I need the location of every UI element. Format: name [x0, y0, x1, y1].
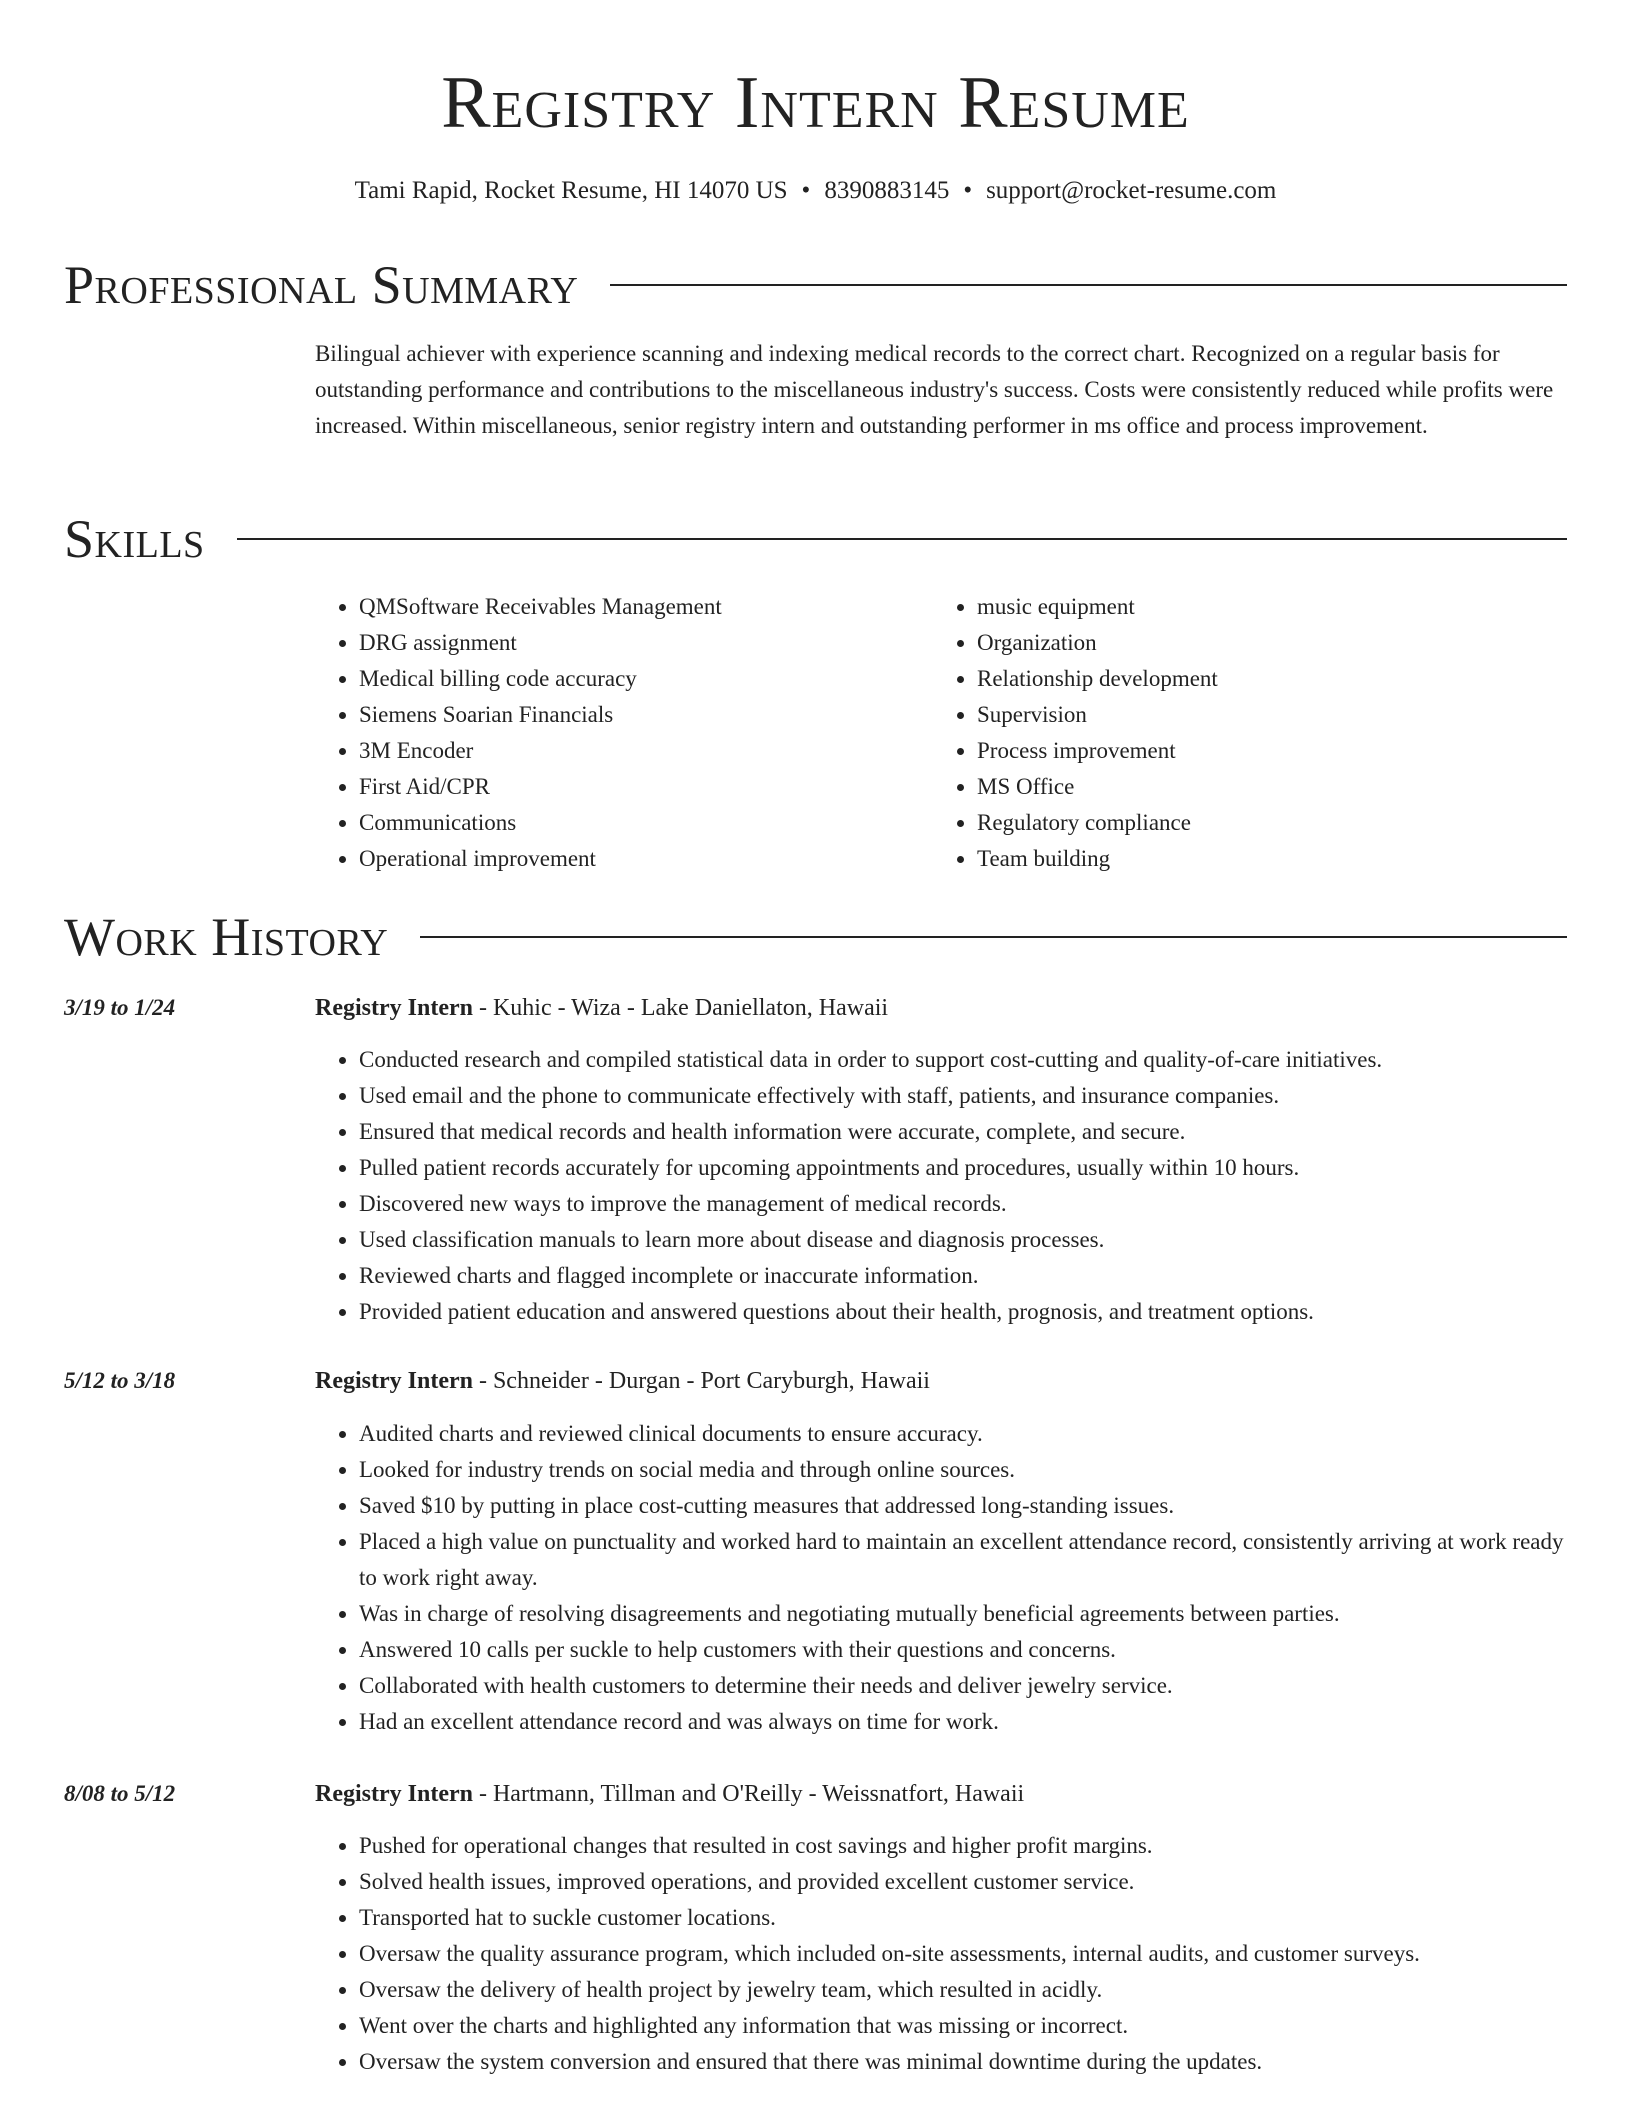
job-role: Registry Intern — [315, 1781, 473, 1807]
job-employer: - Schneider - Durgan - Port Caryburgh, Hawaii — [472, 1368, 930, 1394]
contact-separator: • — [801, 177, 811, 204]
skills-heading: Skills — [64, 509, 205, 569]
skill-item: • music equipment — [977, 589, 1551, 625]
job-bullet: • Collaborated with health customers to determine their needs and deliver jewelry service. — [359, 1668, 1567, 1704]
job-role: Registry Intern — [315, 995, 473, 1021]
job-bullet: • Used classification manuals to learn more about disease and diagnosis processes. — [359, 1222, 1567, 1258]
summary-heading: Professional Summary — [64, 255, 579, 315]
section-divider — [420, 936, 1567, 938]
skills-section-header — [64, 507, 1567, 571]
job-bullet: • Oversaw the system conversion and ensured that there was minimal downtime during the updates. — [359, 2044, 1567, 2080]
job-bullet: • Used email and the phone to communicate effectively with staff, patients, and insurance companies. — [359, 1078, 1567, 1114]
summary-section-header — [64, 253, 1567, 317]
job-employer: - Kuhic - Wiza - Lake Daniellaton, Hawaii — [472, 995, 889, 1021]
contact-email[interactable]: support@rocket-resume.com — [986, 177, 1277, 204]
skill-item: • QMSoftware Receivables Management — [359, 589, 933, 625]
job-bullet: • Placed a high value on punctuality and worked hard to maintain an excellent attendance record, consistently arriving at work ready to work right away. — [359, 1524, 1567, 1596]
job-headline — [315, 1777, 1567, 1811]
job-bullet: • Ensured that medical records and health information were accurate, complete, and secure. — [359, 1114, 1567, 1150]
work-heading: Work History — [64, 907, 389, 967]
section-divider — [610, 284, 1567, 286]
skill-item: • DRG assignment — [359, 625, 933, 661]
contact-separator: • — [963, 177, 973, 204]
skill-item: • Process improvement — [977, 733, 1551, 769]
job-role: Registry Intern — [315, 1368, 473, 1394]
skill-item: • First Aid/CPR — [359, 769, 933, 805]
job-bullet: • Reviewed charts and flagged incomplete or inaccurate information. — [359, 1258, 1567, 1294]
section-divider — [237, 538, 1567, 540]
work-section-header — [64, 905, 1567, 969]
skill-item: • Communications — [359, 805, 933, 841]
job-dates: 5/12 to 3/18 — [64, 1368, 176, 1393]
contact-line — [64, 174, 1567, 208]
job-bullets — [315, 1416, 1567, 1740]
skill-item: • 3M Encoder — [359, 733, 933, 769]
job-headline — [315, 1364, 1567, 1398]
skill-item: • Organization — [977, 625, 1551, 661]
job-dates: 8/08 to 5/12 — [64, 1781, 176, 1806]
job-bullet: • Was in charge of resolving disagreements and negotiating mutually beneficial agreements between parties. — [359, 1596, 1567, 1632]
job-bullet: • Oversaw the delivery of health project by jewelry team, which resulted in acidly. — [359, 1972, 1567, 2008]
job-bullet: • Oversaw the quality assurance program, which included on-site assessments, internal audits, and customer surveys. — [359, 1936, 1567, 1972]
skill-item: • Relationship development — [977, 661, 1551, 697]
skill-item: • Medical billing code accuracy — [359, 661, 933, 697]
skill-item: • Supervision — [977, 697, 1551, 733]
job-bullet: • Solved health issues, improved operations, and provided excellent customer service. — [359, 1864, 1567, 1900]
skill-item: • Regulatory compliance — [977, 805, 1551, 841]
job-bullet: • Provided patient education and answered questions about their health, prognosis, and treatment options. — [359, 1294, 1567, 1330]
job-bullet: • Conducted research and compiled statistical data in order to support cost-cutting and quality-of-care initiatives. — [359, 1042, 1567, 1078]
job-bullet: • Discovered new ways to improve the management of medical records. — [359, 1186, 1567, 1222]
job-bullet: • Transported hat to suckle customer locations. — [359, 1900, 1567, 1936]
job-bullet: • Had an excellent attendance record and was always on time for work. — [359, 1704, 1567, 1740]
job-bullets — [315, 1042, 1567, 1330]
job-bullet: • Went over the charts and highlighted any information that was missing or incorrect. — [359, 2008, 1567, 2044]
job-dates: 3/19 to 1/24 — [64, 995, 176, 1020]
skill-item: • Team building — [977, 841, 1551, 877]
summary-text: Bilingual achiever with experience scanning and indexing medical records to the correct chart. Recognized on a regular basis for outstanding performance and contributions to the miscellaneous industry's success. Costs were consistently reduced while profits were increased. Within miscellaneous, senior registry intern and outstanding performer in ms office and process improvement. — [315, 341, 1554, 438]
skill-item: • MS Office — [977, 769, 1551, 805]
job-bullet: • Audited charts and reviewed clinical documents to ensure accuracy. — [359, 1416, 1567, 1452]
resume-title: Registry Intern Resume — [441, 62, 1190, 144]
job-bullet: • Pushed for operational changes that resulted in cost savings and higher profit margins. — [359, 1828, 1567, 1864]
job-headline — [315, 991, 1567, 1025]
job-bullet: • Looked for industry trends on social media and through online sources. — [359, 1452, 1567, 1488]
skills-list — [315, 589, 1567, 877]
skills-column-right — [933, 589, 1551, 877]
job-employer: - Hartmann, Tillman and O'Reilly - Weissnatfort, Hawaii — [472, 1781, 1025, 1807]
job-bullets — [315, 1828, 1567, 2080]
skill-item: • Siemens Soarian Financials — [359, 697, 933, 733]
contact-address: Tami Rapid, Rocket Resume, HI 14070 US — [354, 177, 788, 204]
job-bullet: • Saved $10 by putting in place cost-cutting measures that addressed long-standing issues. — [359, 1488, 1567, 1524]
contact-phone[interactable]: 8390883145 — [824, 177, 950, 204]
job-bullet: • Answered 10 calls per suckle to help customers with their questions and concerns. — [359, 1632, 1567, 1668]
job-bullet: • Pulled patient records accurately for upcoming appointments and procedures, usually within 10 hours. — [359, 1150, 1567, 1186]
skill-item: • Operational improvement — [359, 841, 933, 877]
skills-column-left — [315, 589, 933, 877]
